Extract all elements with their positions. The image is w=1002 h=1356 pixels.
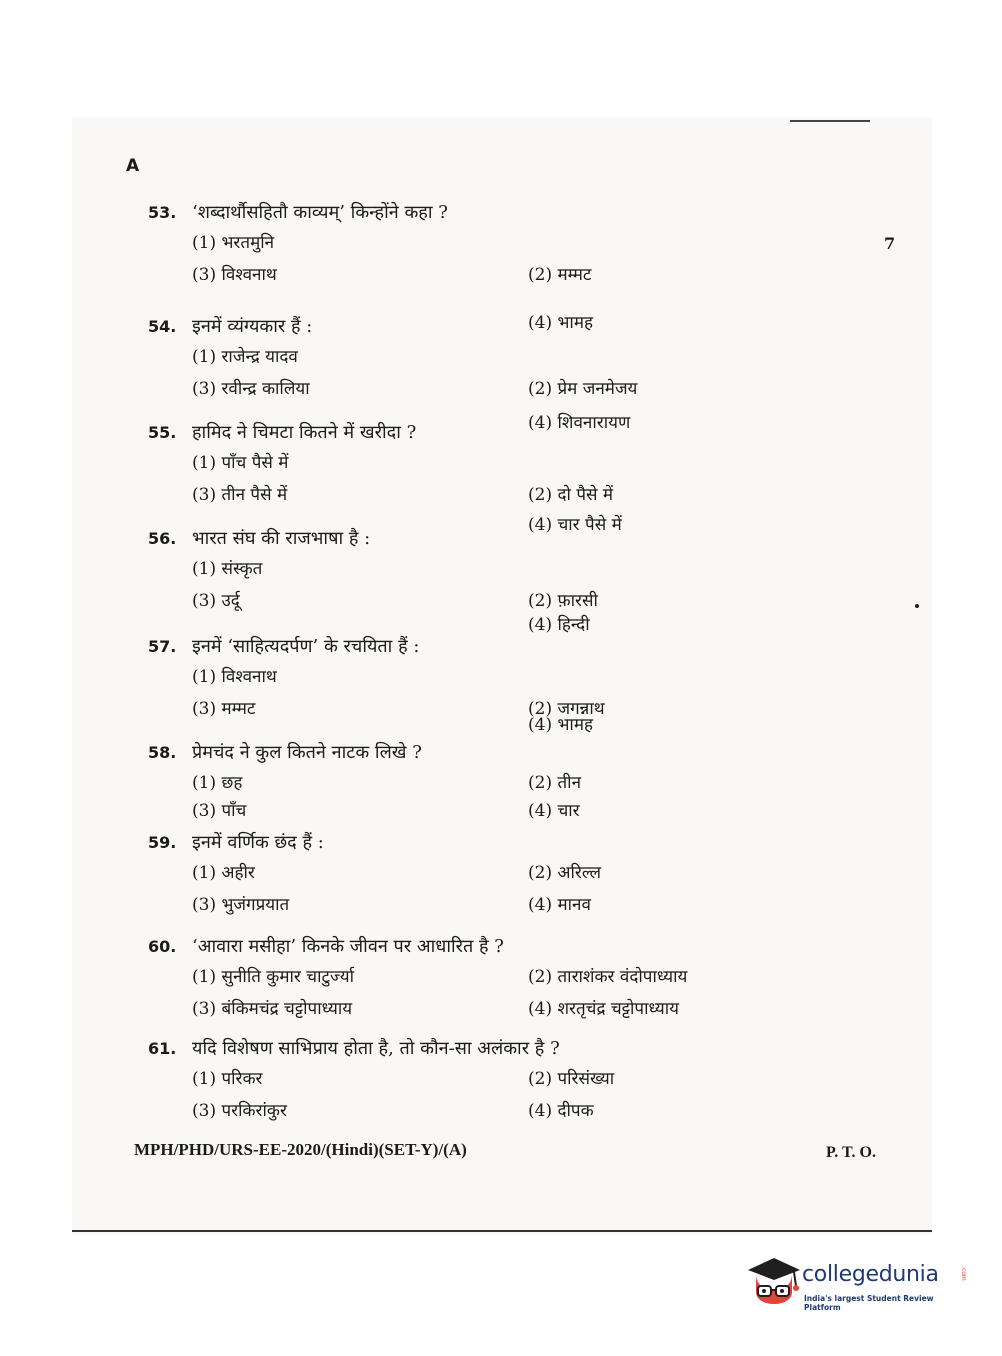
- option-1: (1) विश्वनाथ: [192, 667, 277, 687]
- set-letter: A: [126, 156, 140, 176]
- option-3: (3) तीन पैसे में: [192, 485, 288, 505]
- sheet-edge-bottom: [72, 1230, 932, 1232]
- question-number: 61.: [148, 1039, 177, 1058]
- option-3: (3) उर्दू: [192, 591, 240, 611]
- question-text: इनमें वर्णिक छंद हैं :: [192, 832, 324, 853]
- option-4: (4) दीपक: [528, 1101, 594, 1121]
- question-60: [148, 934, 868, 1028]
- question-number: 58.: [148, 743, 177, 762]
- page-number: 7: [884, 234, 896, 253]
- option-2: (2) ताराशंकर वंदोपाध्याय: [528, 967, 688, 987]
- question-text: यदि विशेषण साभिप्राय होता है, तो कौन-सा अलंकार है ?: [192, 1038, 560, 1059]
- option-1: (1) परिकर: [192, 1069, 263, 1089]
- question-text: हामिद ने चिमटा कितने में खरीदा ?: [192, 422, 417, 443]
- question-text: इनमें ‘साहित्यदर्पण’ के रचयिता हैं :: [192, 636, 420, 657]
- option-3: (3) बंकिमचंद्र चट्टोपाध्याय: [192, 999, 353, 1019]
- question-56: [148, 526, 868, 620]
- option-2: (2) तीन: [528, 773, 582, 793]
- option-2: (2) जगन्नाथ: [528, 699, 605, 719]
- question-55: [148, 420, 868, 514]
- option-4: (4) हिन्दी: [528, 615, 590, 635]
- option-2: (2) मम्मट: [528, 265, 592, 285]
- option-1: (1) संस्कृत: [192, 559, 263, 579]
- option-3: (3) विश्वनाथ: [192, 265, 277, 285]
- option-1: (1) छह: [192, 773, 243, 793]
- option-1: (1) सुनीति कुमार चाटुर्ज्या: [192, 967, 355, 987]
- question-number: 54.: [148, 317, 177, 336]
- option-3: (3) मम्मट: [192, 699, 256, 719]
- question-58: [148, 740, 868, 826]
- option-3: (3) रवीन्द्र कालिया: [192, 379, 310, 399]
- question-number: 56.: [148, 529, 177, 548]
- stray-mark: [915, 604, 919, 608]
- option-1: (1) भरतमुनि: [192, 233, 275, 253]
- option-4: (4) भामह: [528, 313, 594, 333]
- option-1: (1) राजेन्द्र यादव: [192, 347, 298, 367]
- brand-domain: .com: [960, 1266, 967, 1281]
- question-text: प्रेमचंद ने कुल कितने नाटक लिखे ?: [192, 742, 422, 763]
- option-4: (4) चार: [528, 801, 580, 821]
- please-turn-over: P. T. O.: [826, 1144, 876, 1161]
- question-number: 53.: [148, 203, 177, 222]
- question-number: 55.: [148, 423, 177, 442]
- option-2: (2) दो पैसे में: [528, 485, 614, 505]
- question-text: ‘शब्दार्थौसहितौ काव्यम्’ किन्होंने कहा ?: [192, 202, 448, 223]
- option-2: (2) अरिल्ल: [528, 863, 602, 883]
- question-text: ‘आवारा मसीहा’ किनके जीवन पर आधारित है ?: [192, 936, 504, 957]
- question-53: [148, 200, 868, 294]
- option-4: (4) शरतृचंद्र चट्टोपाध्याय: [528, 999, 679, 1019]
- option-2: (2) प्रेम जनमेजय: [528, 379, 638, 399]
- option-1: (1) अहीर: [192, 863, 255, 883]
- mascot-icon: [744, 1252, 802, 1312]
- option-2: (2) परिसंख्या: [528, 1069, 615, 1089]
- question-59: [148, 830, 868, 924]
- question-54: [148, 314, 868, 408]
- option-4: (4) चार पैसे में: [528, 515, 622, 535]
- question-text: इनमें व्यंग्यकार हैं :: [192, 316, 313, 337]
- paper-code: MPH/PHD/URS-EE-2020/(Hindi)(SET-Y)/(A): [134, 1140, 467, 1159]
- brand-tagline: India's largest Student Review Platform: [804, 1294, 934, 1312]
- option-3: (3) भुजंगप्रयात: [192, 895, 290, 915]
- option-1: (1) पाँच पैसे में: [192, 453, 289, 473]
- sheet-edge-top: [790, 120, 870, 122]
- question-number: 60.: [148, 937, 177, 956]
- collegedunia-logo: [744, 1252, 970, 1314]
- question-number: 57.: [148, 637, 177, 656]
- option-4: (4) मानव: [528, 895, 591, 915]
- brand-name: collegedunia: [802, 1262, 939, 1287]
- option-4: (4) शिवनारायण: [528, 413, 631, 433]
- option-2: (2) फ़ारसी: [528, 591, 598, 611]
- option-4: (4) भामह: [528, 715, 594, 735]
- question-text: भारत संघ की राजभाषा है :: [192, 528, 371, 549]
- option-3: (3) परकिरांकुर: [192, 1101, 287, 1121]
- option-3: (3) पाँच: [192, 801, 247, 821]
- question-61: [148, 1036, 868, 1130]
- question-number: 59.: [148, 833, 177, 852]
